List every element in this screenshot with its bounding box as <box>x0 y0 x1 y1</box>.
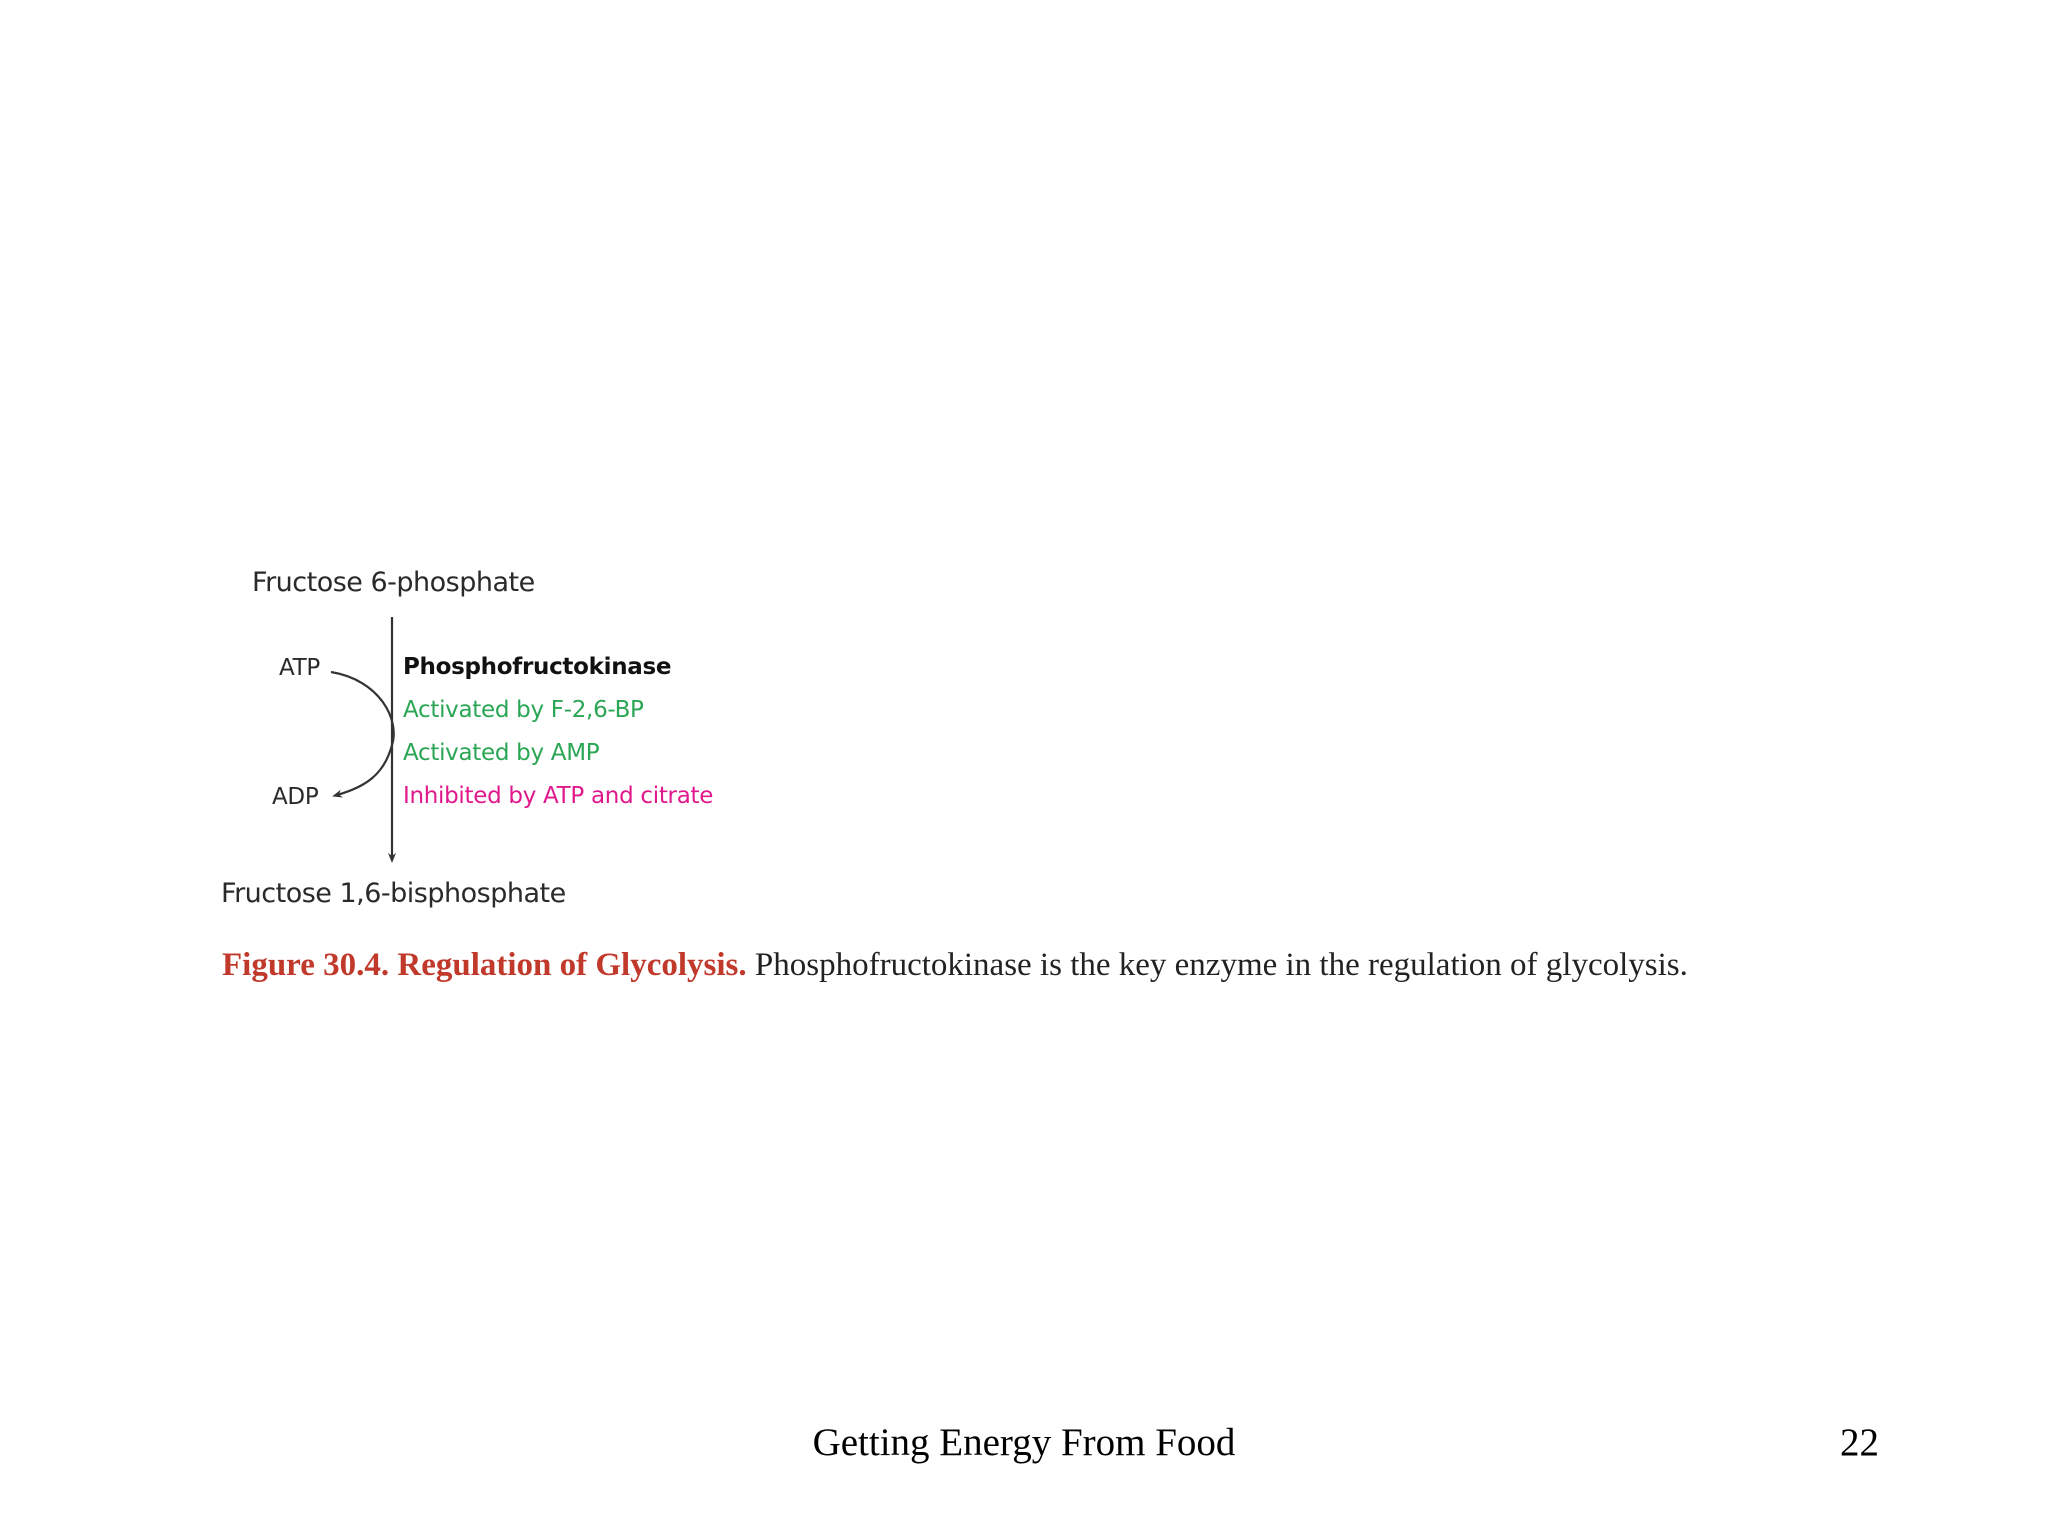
substrate-top-label: Fructose 6-phosphate <box>252 567 535 598</box>
atp-label: ATP <box>279 655 320 681</box>
atp-adp-curved-arrow <box>331 672 394 795</box>
regulator-activator-amp: Activated by AMP <box>403 740 600 766</box>
figure-caption <box>222 949 1688 982</box>
footer-title: Getting Energy From Food <box>812 1421 1236 1464</box>
regulator-activator-f26bp: Activated by F-2,6-BP <box>403 697 644 723</box>
enzyme-label: Phosphofructokinase <box>403 654 672 680</box>
figure-caption-text: Phosphofructokinase is the key enzyme in the regulation of glycolysis. <box>754 947 1688 983</box>
page-number: 22 <box>1840 1421 1879 1464</box>
regulator-inhibitor-atp-citrate: Inhibited by ATP and citrate <box>403 783 714 809</box>
substrate-bottom-label: Fructose 1,6-bisphosphate <box>221 878 566 909</box>
figure-caption-label: Figure 30.4. Regulation of Glycolysis. <box>222 947 747 983</box>
adp-label: ADP <box>272 784 319 810</box>
